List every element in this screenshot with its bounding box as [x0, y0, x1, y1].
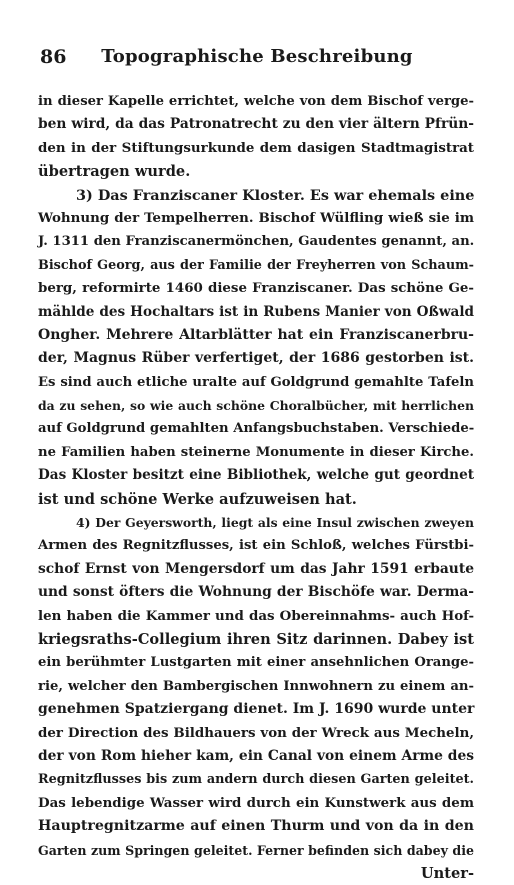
text-line: 4) Der Geyersworth, liegt als eine Insul zwischen zweyen: [76, 515, 474, 531]
text-line: übertragen wurde.: [38, 163, 191, 181]
text-line: len haben die Kammer und das Obereinnahms- auch Hof-: [38, 607, 474, 624]
text-line: berg, reformirte 1460 diese Franziscaner. Das schöne Ge-: [38, 280, 474, 297]
text-line: Bischof Georg, aus der Familie der Freyherren von Schaum-: [38, 257, 474, 273]
text-line: Garten zum Springen geleitet. Ferner befinden sich dabey die: [38, 842, 474, 858]
text-line: ben wird, da das Patronatrecht zu den vier ältern Pfrün-: [38, 116, 474, 133]
text-line: in dieser Kapelle errichtet, welche von dem Bischof verge-: [38, 94, 474, 109]
running-head: Topographische Beschreibung: [101, 46, 413, 67]
text-line: da zu sehen, so wie auch schöne Choralbücher, mit herrlichen: [38, 398, 474, 414]
text-line: 3) Das Franziscaner Kloster. Es war ehemals eine: [76, 186, 475, 204]
text-line: Das Kloster besitzt eine Bibliothek, welche gut geordnet: [38, 467, 474, 484]
text-line: Es sind auch etliche uralte auf Goldgrund gemahlte Tafeln: [38, 374, 474, 390]
text-line: der, Magnus Rüber verfertiget, der 1686 gestorben ist.: [38, 350, 474, 367]
text-line: kriegsraths-Collegium ihren Sitz darinnen. Dabey ist: [38, 630, 474, 648]
text-line: Das lebendige Wasser wird durch ein Kunstwerk aus dem: [38, 794, 474, 811]
text-line: ist und schöne Werke aufzuweisen hat.: [38, 490, 357, 508]
body-text: [38, 90, 474, 885]
text-line: der Direction des Bildhauers von der Wreck aus Mecheln,: [38, 724, 474, 741]
text-line: Regnitzflusses bis zum andern durch diesen Garten geleitet.: [38, 772, 474, 788]
text-line: genehmen Spatziergang dienet. Im J. 1690 wurde unter: [38, 701, 475, 718]
text-line: Hauptregnitzarme auf einen Thurm und von da in den: [38, 818, 474, 835]
text-line: schof Ernst von Mengersdorf um das Jahr 1591 erbaute: [38, 560, 474, 577]
text-line: Wohnung der Tempelherren. Bischof Wülfling wieß sie im: [38, 209, 474, 226]
text-line: mählde des Hochaltars ist in Rubens Manier von Oßwald: [38, 303, 474, 320]
text-line: der von Rom hieher kam, ein Canal von einem Arme des: [38, 747, 474, 764]
text-line: und sonst öfters die Wohnung der Bischöfe war. Dermа-: [38, 584, 474, 601]
text-line: den in der Stiftungsurkunde dem dasigen Stadtmagistrat: [38, 139, 474, 156]
catchword: Unter-: [420, 864, 474, 882]
page-number: 86: [40, 46, 67, 68]
text-line: Ongher. Mehrere Altarblätter hat ein Franziscanerbru-: [38, 326, 474, 343]
text-line: rie, welcher den Bambergischen Innwohnern zu einem an-: [38, 678, 474, 694]
text-line: auf Goldgrund gemahlten Anfangsbuchstaben. Verschiede-: [38, 421, 475, 437]
text-line: ne Familien haben steinerne Monumente in dieser Kirche.: [38, 444, 474, 460]
text-line: ein berühmter Lustgarten mit einer ansehnlichen Orange-: [38, 655, 474, 671]
text-line: Armen des Regnitzflusses, ist ein Schloß, welches Fürstbi-: [38, 538, 474, 554]
text-line: J. 1311 den Franziscanermönchen, Gaudentes genannt, an.: [38, 234, 475, 250]
